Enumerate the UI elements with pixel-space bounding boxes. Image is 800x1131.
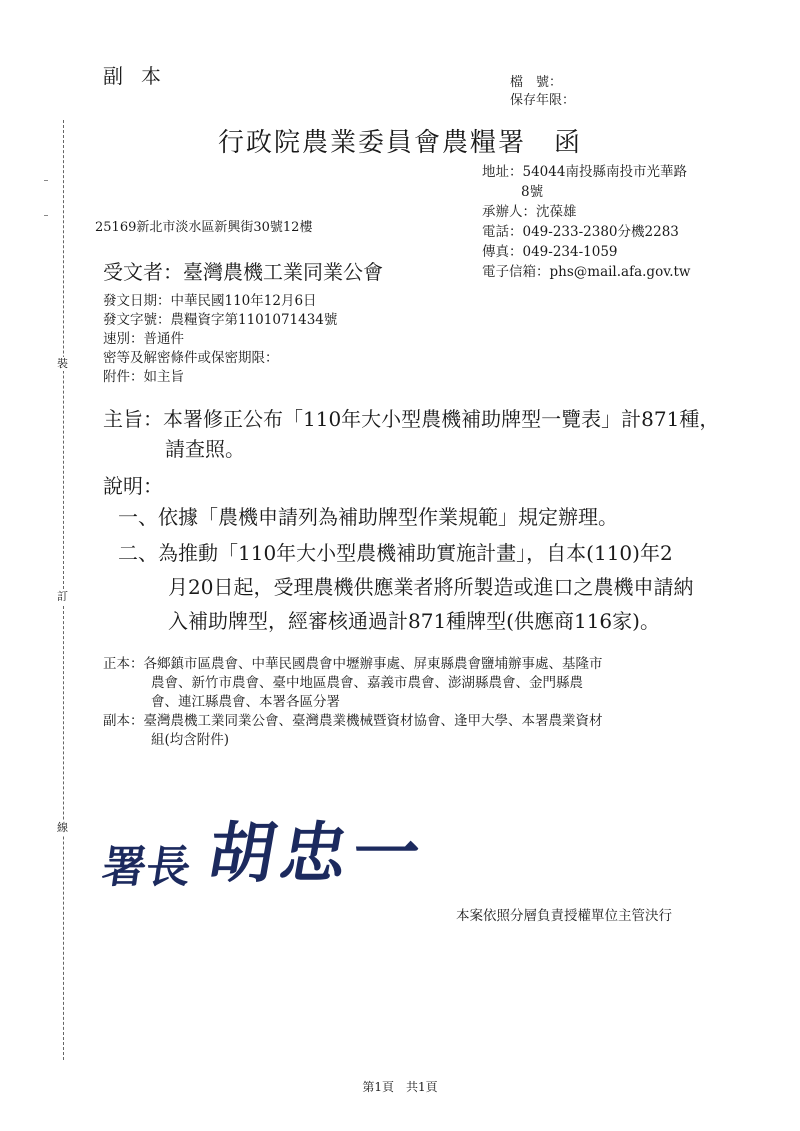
- copy-recipients-cont: 組(均含附件): [151, 732, 230, 748]
- sender-address: 地址：54044南投縣南投市光華路: [482, 164, 687, 180]
- page-footer: 第1頁 共1頁: [362, 1080, 438, 1094]
- explanation-item-1: 一、依據「農機申請列為補助牌型作業規範」規定辦理。: [118, 505, 618, 529]
- signature-title: 署長: [98, 842, 194, 893]
- file-info: [510, 74, 575, 110]
- secrecy-level: 密等及解密條件或保密期限：: [103, 350, 279, 366]
- handler: 承辦人：沈葆雄: [482, 204, 577, 220]
- original-recipients-cont: 會、連江縣農會、本署各區分署: [151, 694, 340, 710]
- original-recipients-cont: 農會、新竹市農會、臺中地區農會、嘉義市農會、澎湖縣農會、金門縣農: [151, 675, 583, 691]
- binding-mark-top: 裝: [57, 357, 68, 370]
- subject-line: 請查照。: [165, 437, 245, 461]
- item-line: 入補助牌型，經審核通過計871種牌型(供應商116家)。: [168, 609, 660, 633]
- fax: 傳真：049-234-1059: [482, 244, 618, 260]
- recipient: 受文者：臺灣農機工業同業公會: [103, 260, 383, 284]
- explanation-item-2: [118, 536, 693, 638]
- delivery-speed: 速別：普通件: [103, 331, 184, 347]
- signature-block: [98, 800, 433, 895]
- original-recipients: 正本：各鄉鎮市區農會、中華民國農會中壢辦事處、屏東縣農會鹽埔辦事處、基隆市: [103, 656, 603, 672]
- document-meta: [103, 292, 337, 387]
- file-number-label: 檔 號：: [510, 75, 563, 90]
- copy-mark: 副本: [103, 64, 179, 88]
- sender-address-line2: 8號: [521, 184, 544, 200]
- email: 電子信箱：phs@mail.afa.gov.tw: [482, 264, 691, 280]
- explanation-heading: 說明：: [103, 474, 163, 498]
- binding-mark-middle: 訂: [57, 590, 68, 603]
- recipient-address: 25169新北市淡水區新興街30號12樓: [95, 220, 313, 235]
- scan-mark: [44, 215, 48, 216]
- copy-recipients: 副本：臺灣農機工業同業公會、臺灣農業機械暨資材協會、逢甲大學、本署農業資材: [103, 713, 603, 729]
- attachment: 附件：如主旨: [103, 369, 184, 385]
- item-line: 月20日起，受理農機供應業者將所製造或進口之農機申請納: [168, 575, 694, 599]
- signature-name: 胡忠一: [202, 814, 433, 892]
- authorization-note: 本案依照分層負責授權單位主管決行: [456, 908, 672, 924]
- binding-mark-bottom: 線: [57, 821, 68, 834]
- distribution-list: [103, 655, 603, 750]
- item-line: 二、為推動「110年大小型農機補助實施計畫」，自本(110)年2: [118, 541, 673, 565]
- issue-date: 發文日期：中華民國110年12月6日: [103, 293, 317, 309]
- subject-line: 主旨：本署修正公布「110年大小型農機補助牌型一覽表」計871種，: [103, 407, 720, 431]
- subject: [103, 404, 719, 464]
- page-title: 行政院農業委員會農糧署 函: [217, 128, 582, 158]
- retention-label: 保存年限：: [510, 93, 576, 108]
- scan-mark: [44, 180, 48, 181]
- sender-contact: [482, 162, 691, 282]
- phone: 電話：049-233-2380分機2283: [482, 224, 679, 240]
- document-number: 發文字號：農糧資字第1101071434號: [103, 312, 338, 328]
